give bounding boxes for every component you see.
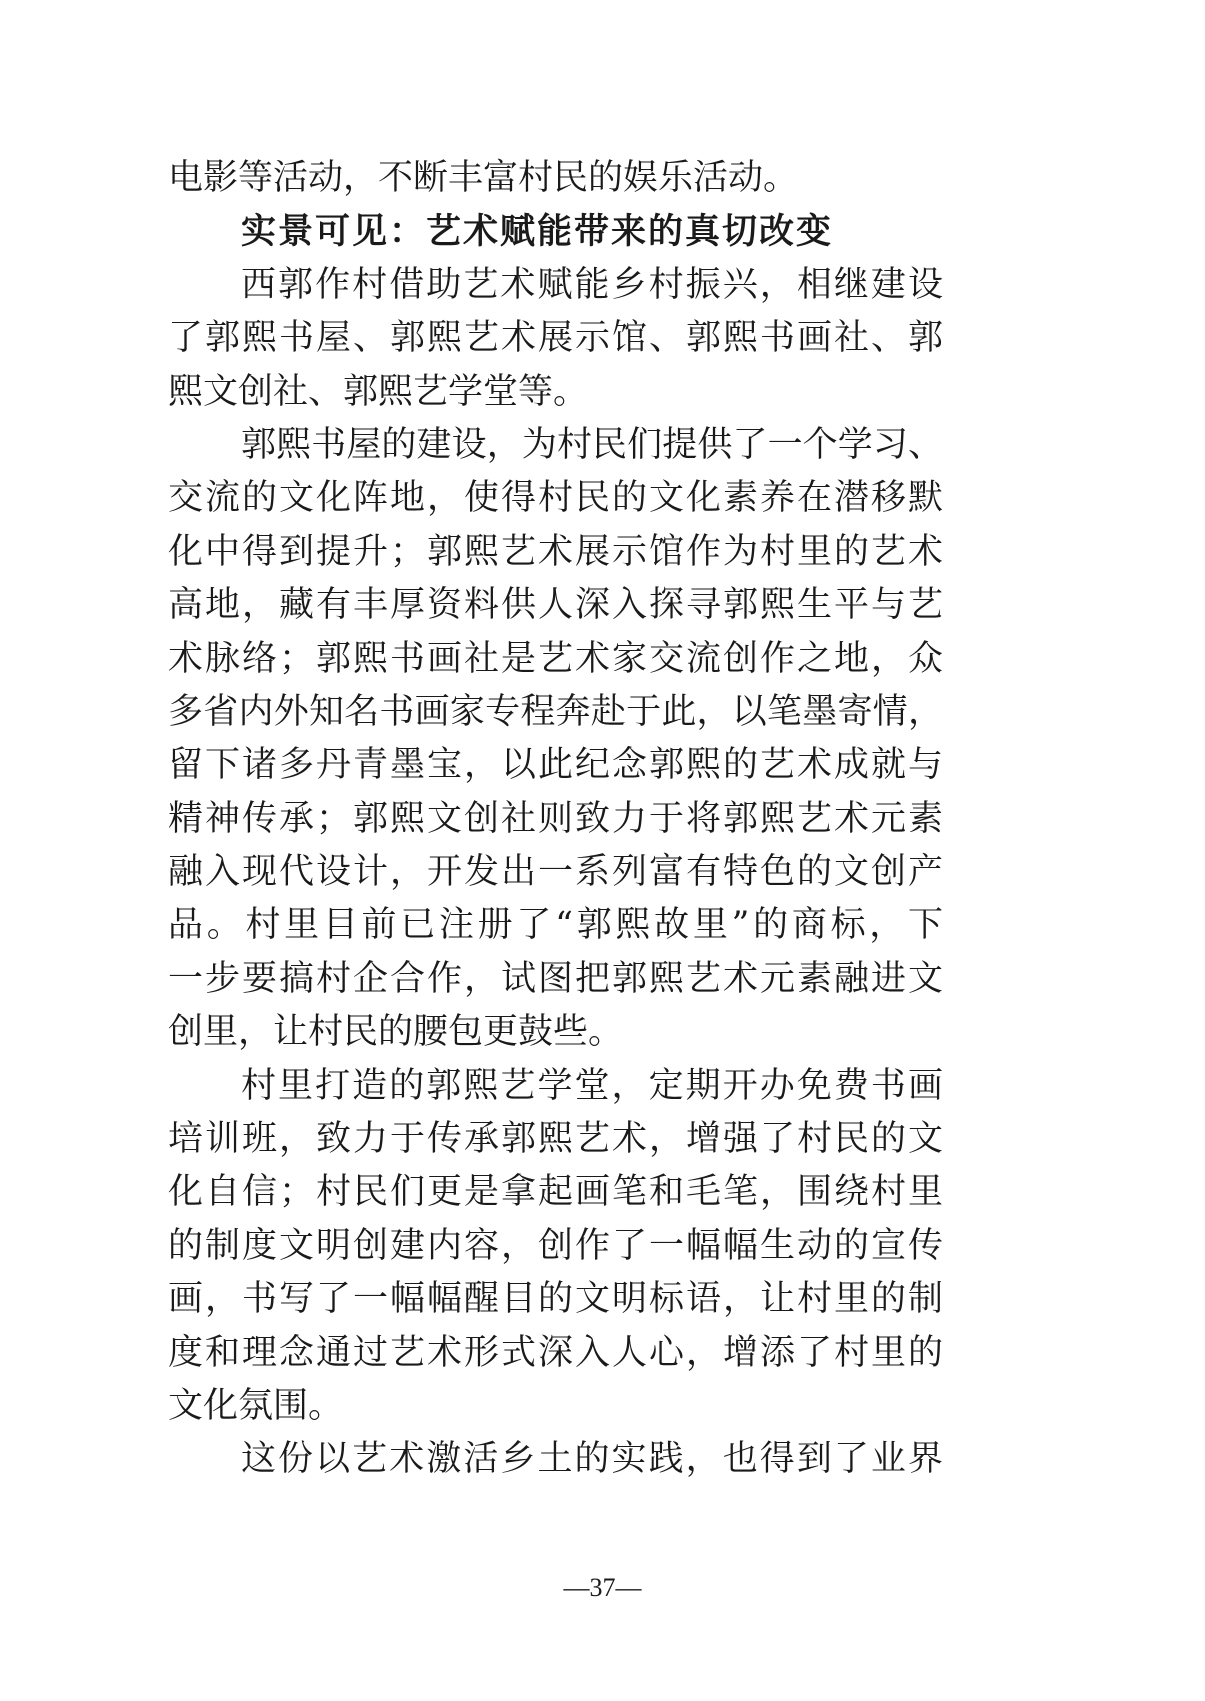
page-number: —37— — [563, 1573, 642, 1602]
text-line: 交流的文化阵地，使得村民的文化素养在潜移默 — [168, 478, 943, 519]
text-line: 留下诸多丹青墨宝，以此纪念郭熙的艺术成就与 — [168, 745, 943, 786]
text-line: 度和理念通过艺术形式深入人心，增添了村里的 — [168, 1332, 943, 1373]
text-line: 创里，让村民的腰包更鼓些。 — [168, 1012, 624, 1053]
text-line: 了郭熙书屋、郭熙艺术展示馆、郭熙书画社、郭 — [168, 318, 943, 359]
text-line: 熙文创社、郭熙艺学堂等。 — [168, 371, 589, 412]
text-line: 多省内外知名书画家专程奔赴于此，以笔墨寄情， — [168, 691, 943, 732]
text-line: 品。村里目前已注册了“郭熙故里”的商标，下 — [168, 905, 943, 946]
text-line: 郭熙书屋的建设，为村民们提供了一个学习、 — [241, 424, 943, 465]
text-line: 融入现代设计，开发出一系列富有特色的文创产 — [168, 852, 943, 893]
text-line: 村里打造的郭熙艺学堂，定期开办免费书画 — [241, 1065, 943, 1106]
text-line: 西郭作村借助艺术赋能乡村振兴，相继建设 — [241, 264, 943, 305]
text-line: 一步要搞村企合作，试图把郭熙艺术元素融进文 — [168, 958, 943, 999]
text-line: 画，书写了一幅幅醒目的文明标语，让村里的制 — [168, 1279, 943, 1320]
text-line: 精神传承；郭熙文创社则致力于将郭熙艺术元素 — [168, 798, 943, 839]
section-heading: 实景可见：艺术赋能带来的真切改变 — [241, 211, 834, 253]
text-line: 化自信；村民们更是拿起画笔和毛笔，围绕村里 — [168, 1172, 943, 1213]
text-line: 的制度文明创建内容，创作了一幅幅生动的宣传 — [168, 1225, 943, 1266]
text-line: 这份以艺术激活乡土的实践，也得到了业界 — [241, 1439, 943, 1480]
text-line: 培训班，致力于传承郭熙艺术，增强了村民的文 — [168, 1119, 943, 1160]
text-line: 电影等活动，不断丰富村民的娱乐活动。 — [168, 158, 799, 198]
text-line: 术脉络；郭熙书画社是艺术家交流创作之地，众 — [168, 638, 943, 679]
body-text — [168, 152, 943, 1487]
text-line: 文化氛围。 — [168, 1385, 344, 1426]
text-line: 高地，藏有丰厚资料供人深入探寻郭熙生平与艺 — [168, 585, 943, 626]
text-line: 化中得到提升；郭熙艺术展示馆作为村里的艺术 — [168, 531, 943, 572]
